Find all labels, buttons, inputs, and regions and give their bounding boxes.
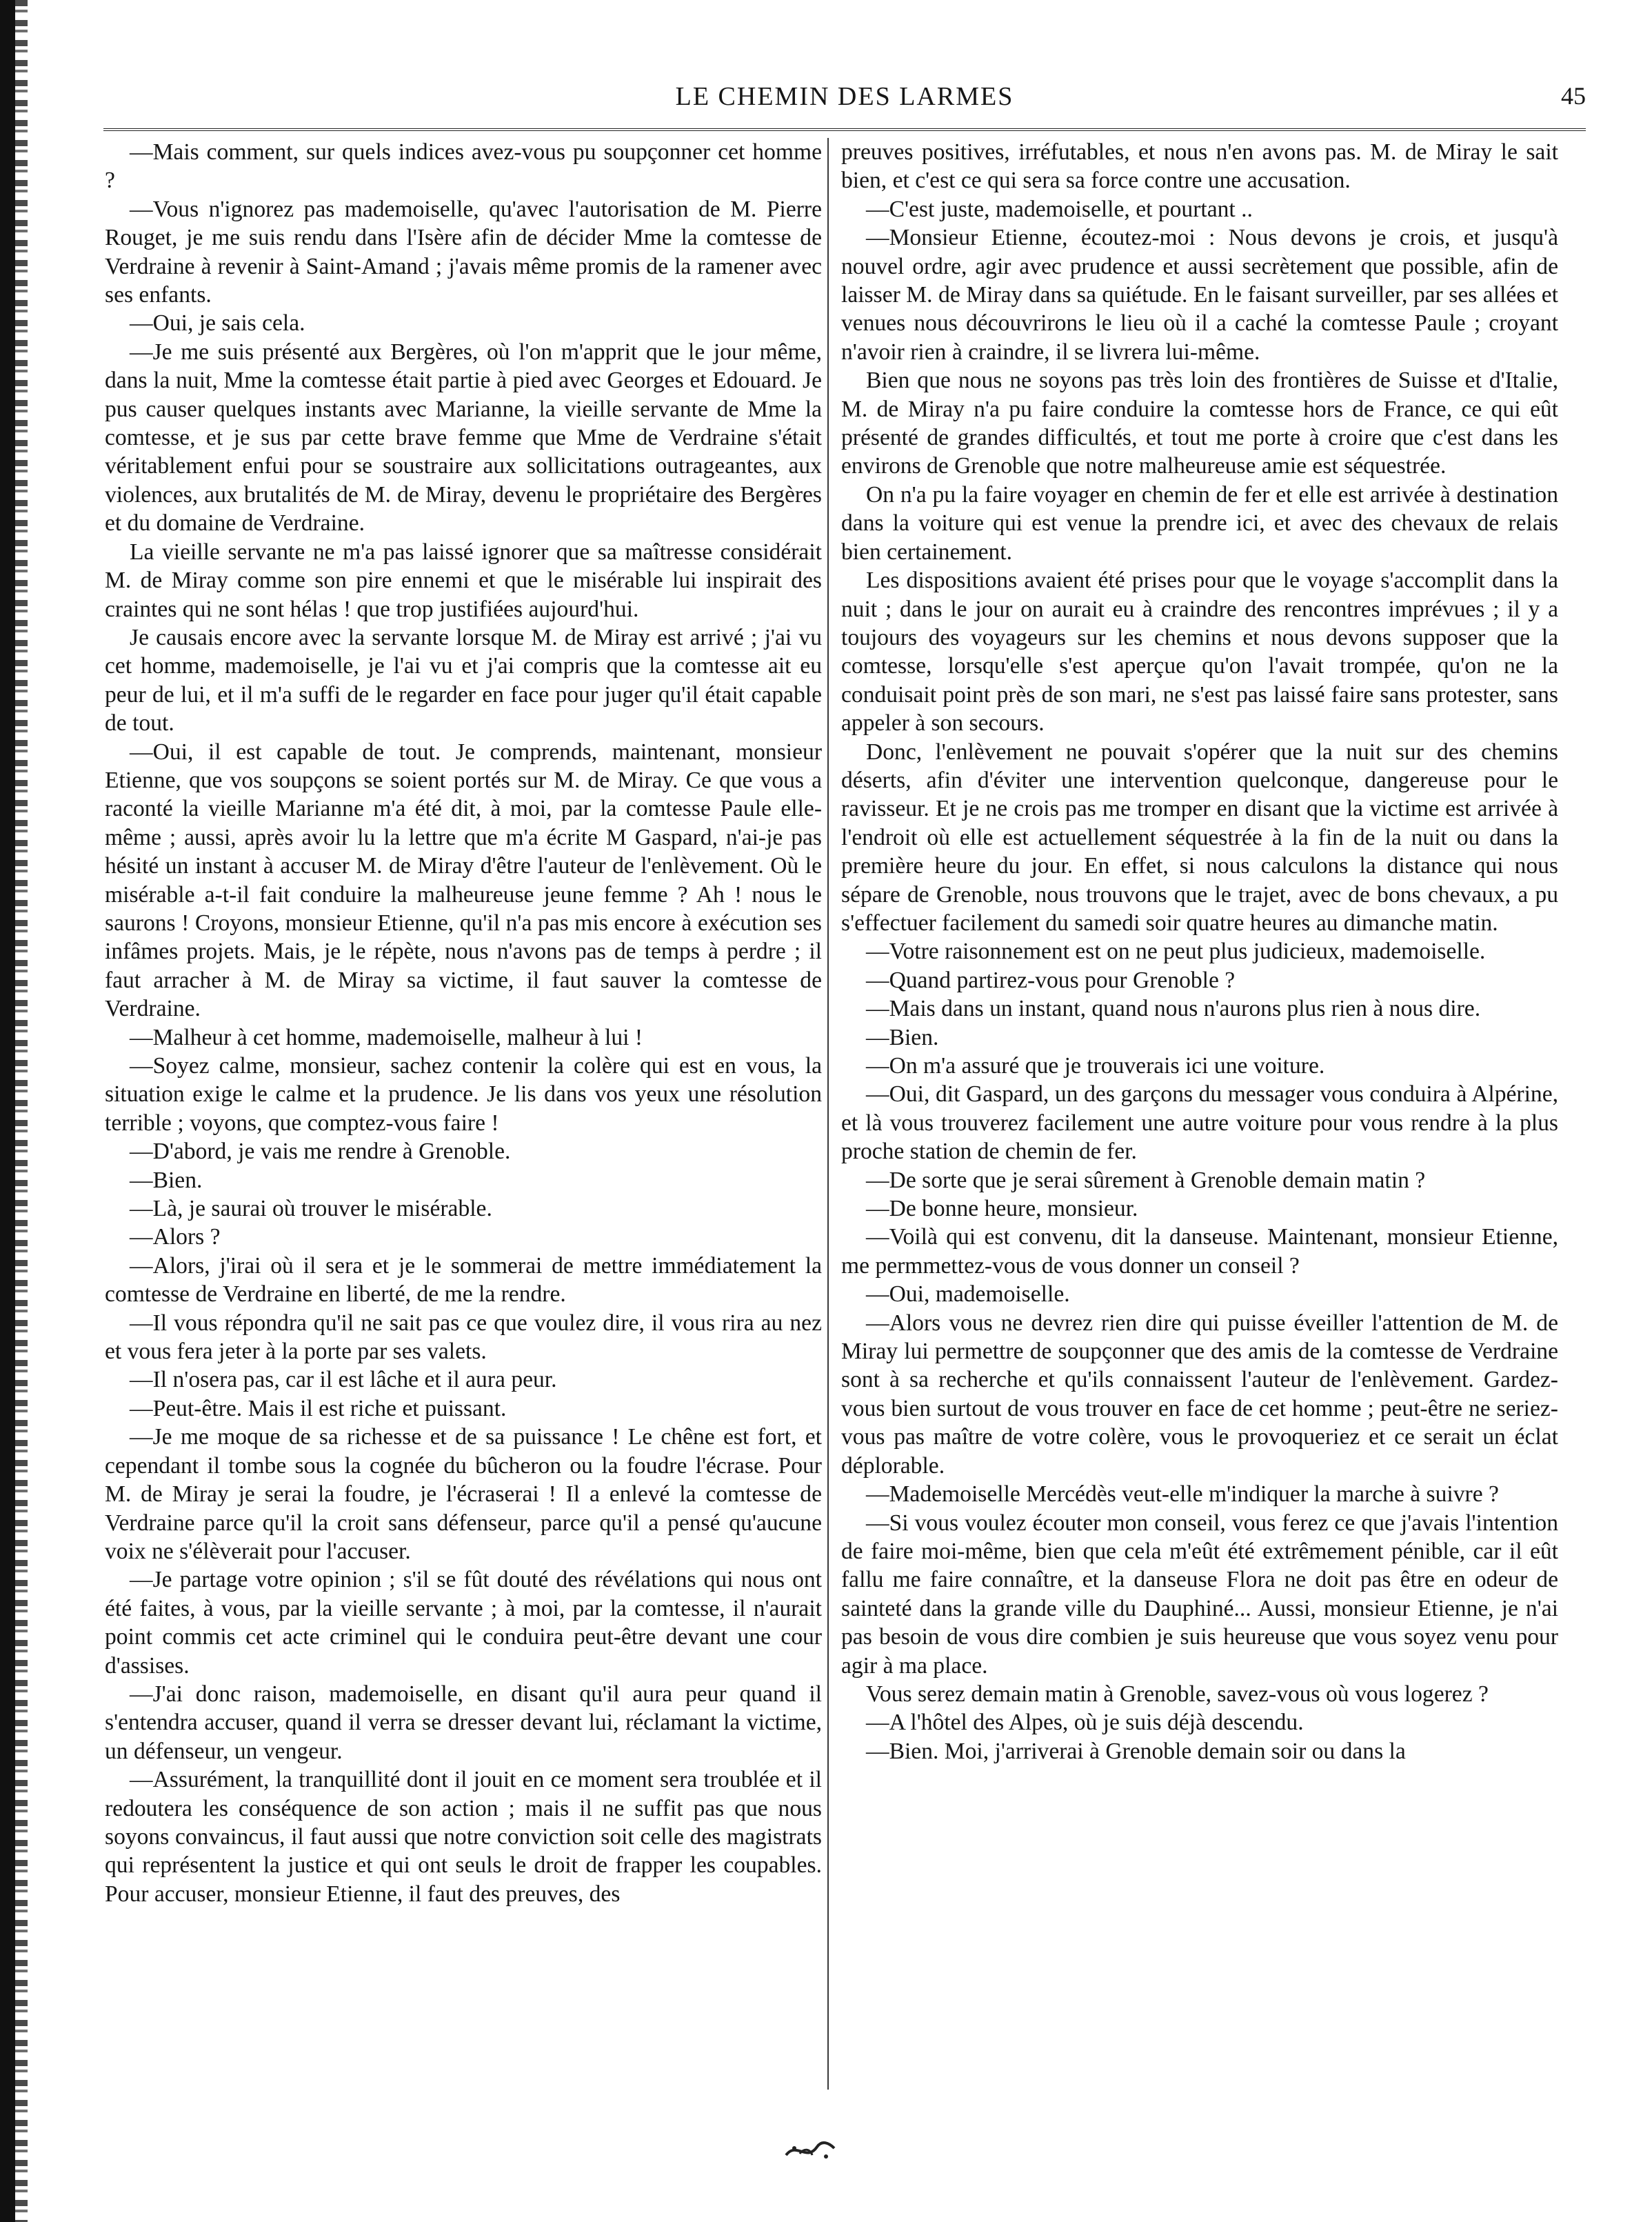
paragraph: —Alors, j'irai où il sera et je le sommerai de mettre immédiatement la comtesse de Verdraine en liberté, de me la rendre. bbox=[105, 1252, 822, 1308]
paragraph: —Quand partirez-vous pour Grenoble ? bbox=[866, 967, 1236, 993]
paragraph: —Je me moque de sa richesse et de sa puissance ! Le chêne est fort, et cependant il tombe sous la cognée du bûcheron ou la foudre l'écrase. Pour M. de Miray je serai la foudre, je l'écraserai ! Il a enlevé la comtesse de Verdraine parce qu'il la croit sans défenseur, parce qu'il a pensé qu'aucune voix ne s'élèverait pour l'accuser. bbox=[105, 1424, 822, 1564]
paragraph: —Votre raisonnement est on ne peut plus judicieux, mademoiselle. bbox=[866, 939, 1486, 965]
paragraph: —Il vous répondra qu'il ne sait pas ce que voulez dire, il vous rira au nez et vous fera jeter à la porte par ses valets. bbox=[105, 1310, 822, 1365]
paragraph: Les dispositions avaient été prises pour que le voyage s'accomplit dans la nuit ; dans le jour on aurait eu à craindre des rencontres imprévues ; il y a toujours des voyageurs sur les chemins et nous devons supposer que la comtesse, lorsqu'elle s'est aperçue qu'on l'avait trompée, qu'on ne la conduisait point près de son mari, ne s'est pas laissé faire sans protester, sans appeler à son secours. bbox=[841, 568, 1558, 737]
paragraph: —De sorte que je serai sûrement à Grenoble demain matin ? bbox=[866, 1167, 1426, 1193]
paragraph: —Alors vous ne devrez rien dire qui puisse éveiller l'attention de M. de Miray lui permettre de soupçonner que des amis de la comtesse de Verdraine sont à sa recherche et qu'ils connaissent l'auteur de l'enlèvement. Gardez-vous bien surtout de vous trouver en face de cet homme ; peut-être ne seriez-vous pas maître de votre colère, vous le provoqueriez et ce serait un éclat déplorable. bbox=[841, 1310, 1558, 1479]
paragraph: —C'est juste, mademoiselle, et pourtant .. bbox=[866, 196, 1253, 222]
paragraph: —Alors ? bbox=[130, 1224, 221, 1250]
paragraph: —Voilà qui est convenu, dit la danseuse. Maintenant, monsieur Etienne, me permmettez-vous de vous donner un conseil ? bbox=[841, 1224, 1558, 1279]
paragraph: —J'ai donc raison, mademoiselle, en disant qu'il aura peur quand il s'entendra accuser, quand il verra se dresser devant lui, réclamant la victime, un défenseur, un vengeur. bbox=[105, 1681, 822, 1764]
page-number: 45 bbox=[1561, 82, 1586, 110]
column-divider bbox=[827, 138, 829, 2090]
paragraph: —Peut-être. Mais il est riche et puissant. bbox=[130, 1395, 507, 1421]
paragraph: —Assurément, la tranquillité dont il jouit en ce moment sera troublée et il redoutera les conséquence de son action ; mais il ne suffit pas que nous soyons convaincus, il faut aussi que notre conviction soit celle des magistrats qui représentent la justice et qui ont seuls le droit de frapper les coupables. Pour accuser, monsieur Etienne, il faut des preuves, des bbox=[105, 1767, 822, 1907]
paragraph: On n'a pu la faire voyager en chemin de fer et elle est arrivée à destination dans la voiture qui est venue la prendre ici, et avec des chevaux de relais bien certainement. bbox=[841, 481, 1558, 565]
paragraph: —Bien. bbox=[866, 1024, 939, 1050]
paragraph: —Si vous voulez écouter mon conseil, vous ferez ce que j'avais l'intention de faire moi-même, bien que cela m'eût été extrêmement pénible, car il eût fallu me faire connaître, et la danseuse Flora ne doit pas être en odeur de sainteté dans la grande ville du Dauphiné... Aussi, monsieur Etienne, je n'ai pas besoin de vous dire combien je suis heureuse que vous soyez venu pour agir à ma place. bbox=[841, 1510, 1558, 1679]
paragraph: —Bien. Moi, j'arriverai à Grenoble demain soir ou dans la bbox=[866, 1738, 1406, 1764]
paragraph: —Bien. bbox=[130, 1167, 203, 1193]
running-head bbox=[103, 81, 1586, 123]
paragraph: —D'abord, je vais me rendre à Grenoble. bbox=[130, 1139, 511, 1165]
binding-edge bbox=[0, 0, 15, 2222]
binding-edge-texture bbox=[15, 0, 28, 2222]
paragraph: Donc, l'enlèvement ne pouvait s'opérer que la nuit sur des chemins déserts, afin d'éviter une intervention quelconque, dangereuse pour le ravisseur. Et je ne crois pas me tromper en disant que la victime est arrivée à l'endroit où elle est actuellement séquestrée à la fin de la nuit ou dans la première heure du jour. En effet, si nous calculons la distance qui nous sépare de Grenoble, nous trouvons que le trajet, avec de bons chevaux, a pu s'effectuer facilement du samedi soir quatre heures au dimanche matin. bbox=[841, 739, 1558, 936]
printer-ornament-icon bbox=[779, 2128, 841, 2169]
paragraph: Je causais encore avec la servante lorsque M. de Miray est arrivé ; j'ai vu cet homme, mademoiselle, je l'ai vu et j'ai compris que la comtesse ait eu peur de lui, et il m'a suffi de le regarder en face pour juger qu'il était capable de tout. bbox=[105, 624, 822, 737]
paragraph: —Malheur à cet homme, mademoiselle, malheur à lui ! bbox=[130, 1024, 643, 1050]
paragraph: —Mais comment, sur quels indices avez-vous pu soupçonner cet homme ? bbox=[105, 139, 822, 194]
running-title: LE CHEMIN DES LARMES bbox=[675, 82, 1014, 111]
paragraph: —Là, je saurai où trouver le misérable. bbox=[130, 1196, 492, 1222]
paragraph: —Vous n'ignorez pas mademoiselle, qu'avec l'autorisation de M. Pierre Rouget, je me suis rendu dans l'Isère afin de décider Mme la comtesse de Verdraine à revenir à Saint-Amand ; j'avais même promis de la ramener avec ses enfants. bbox=[105, 196, 822, 308]
paragraph: —Mademoiselle Mercédès veut-elle m'indiquer la marche à suivre ? bbox=[866, 1481, 1499, 1508]
paragraph: —Oui, je sais cela. bbox=[130, 310, 305, 337]
paragraph: —Il n'osera pas, car il est lâche et il aura peur. bbox=[130, 1367, 557, 1393]
paragraph: Bien que nous ne soyons pas très loin des frontières de Suisse et d'Italie, M. de Miray n'a pu faire conduire la comtesse hors de France, ce qui eût présenté de grandes difficultés, et tout me porte à croire que c'est dans les environs de Grenoble que notre malheureuse amie est séquestrée. bbox=[841, 368, 1558, 479]
paragraph: —Oui, il est capable de tout. Je comprends, maintenant, monsieur Etienne, que vos soupçons se soient portés sur M. de Miray. Ce que vous a raconté la vieille Marianne m'a été dit, à moi, par la comtesse Paule elle-même ; aussi, après avoir lu la lettre que m'a écrite M Gaspard, n'ai-je pas hésité un instant à accuser M. de Miray d'être l'auteur de l'enlèvement. Où le misérable a-t-il fait conduire la malheureuse jeune femme ? Ah ! nous le saurons ! Croyons, monsieur Etienne, qu'il n'a pas mis encore à exécution ses infâmes projets. Mais, je le répète, nous n'avons pas de temps à perdre ; il faut arracher à M. de Miray sa victime, il faut sauver la comtesse de Verdraine. bbox=[105, 739, 822, 1022]
text-column-left bbox=[105, 138, 822, 2090]
paragraph: —On m'a assuré que je trouverais ici une voiture. bbox=[866, 1053, 1325, 1079]
paragraph: preuves positives, irréfutables, et nous n'en avons pas. M. de Miray le sait bien, et c'est ce qui sera sa force contre une accusation. bbox=[841, 139, 1558, 194]
paragraph: La vieille servante ne m'a pas laissé ignorer que sa maîtresse considérait M. de Miray comme son pire ennemi et que le misérable lui inspirait des craintes qui ne sont hélas ! que trop justifiées aujourd'hui. bbox=[105, 539, 822, 622]
paragraph: —Mais dans un instant, quand nous n'aurons plus rien à nous dire. bbox=[866, 996, 1481, 1022]
paragraph: —Je me suis présenté aux Bergères, où l'on m'apprit que le jour même, dans la nuit, Mme la comtesse était partie à pied avec Georges et Edouard. Je pus causer quelques instants avec Marianne, la vieille servante de Mme la comtesse, et je sus par cette brave femme que Mme de Verdraine s'était véritablement enfui pour se soustraire aux sollicitations outrageantes, aux violences, aux brutalités de M. de Miray, devenu le propriétaire des Bergères et du domaine de Verdraine. bbox=[105, 339, 822, 537]
paragraph: —Oui, mademoiselle. bbox=[866, 1281, 1070, 1308]
paragraph: —Oui, dit Gaspard, un des garçons du messager vous conduira à Alpérine, et là vous trouverez facilement une autre voiture pour vous rendre à la plus proche station de chemin de fer. bbox=[841, 1081, 1558, 1165]
paragraph: —Je partage votre opinion ; s'il se fût douté des révélations qui nous ont été faites, à vous, par la vieille servante ; à moi, par la comtesse, il n'aurait point commis cet acte criminel qui le conduira peut-être devant une cour d'assises. bbox=[105, 1567, 822, 1679]
paragraph: —Monsieur Etienne, écoutez-moi : Nous devons je crois, et jusqu'à nouvel ordre, agir avec prudence et aussi secrètement que possible, afin de laisser M. de Miray dans sa quiétude. En le faisant surveiller, par ses allées et venues nous découvrirons le lieu où il a caché la comtesse Paule ; croyant n'avoir rien à craindre, il se livrera lui-même. bbox=[841, 225, 1558, 365]
paragraph: —De bonne heure, monsieur. bbox=[866, 1196, 1138, 1222]
text-column-right bbox=[841, 138, 1558, 2090]
paragraph: Vous serez demain matin à Grenoble, savez-vous où vous logerez ? bbox=[866, 1681, 1489, 1707]
paragraph: —A l'hôtel des Alpes, où je suis déjà descendu. bbox=[866, 1710, 1304, 1736]
paragraph: —Soyez calme, monsieur, sachez contenir la colère qui est en vous, la situation exige le calme et la prudence. Je lis dans vos yeux une résolution terrible ; voyons, que comptez-vous faire ! bbox=[105, 1053, 822, 1136]
header-rule bbox=[103, 128, 1586, 131]
